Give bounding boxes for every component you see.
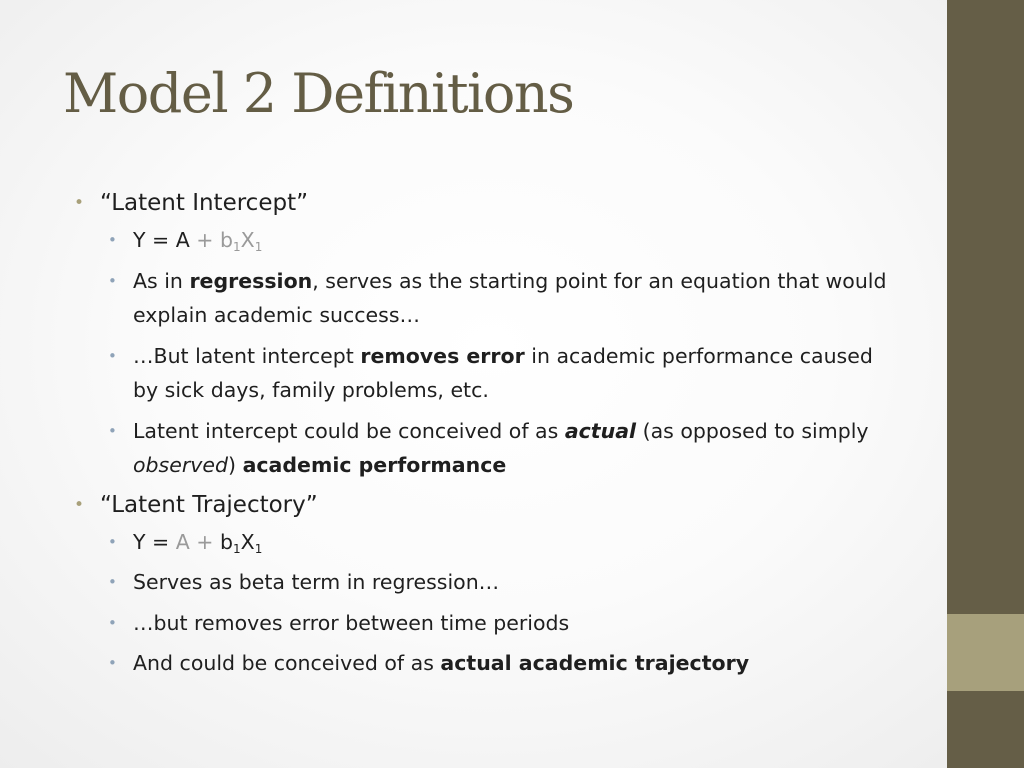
slide-content [74, 187, 904, 687]
equation-b: b [219, 529, 233, 554]
equation-b: b [219, 228, 233, 252]
sub-bullet-actual-performance [108, 414, 904, 483]
bold-text: removes error [360, 343, 525, 368]
equation-a: A [175, 529, 190, 554]
bullet-dot-icon: • [108, 573, 117, 591]
bold-text: academic performance [242, 453, 507, 477]
slide-title: Model 2 Definitions [63, 62, 574, 125]
text: , serves as the starting point for an equation that would explain academic success… [133, 268, 887, 327]
sub-bullet-actual-trajectory [108, 646, 904, 681]
italic-text: observed [133, 453, 229, 477]
sub-bullet-removes-error [108, 339, 904, 408]
side-accent-block [947, 614, 1024, 691]
bold-text: regression [189, 268, 313, 293]
bullet-dot-icon: • [108, 346, 117, 365]
bullet-dot-icon: • [108, 613, 117, 632]
bullet-latent-trajectory [74, 489, 904, 681]
bullet-dot-icon: • [108, 271, 117, 290]
text: …But latent intercept [133, 343, 361, 368]
sub-bullet-regression [108, 264, 904, 333]
bold-italic-text: actual [564, 418, 637, 443]
bullet-dot-icon: • [108, 654, 117, 672]
text: in academic performance caused by sick days, family problems, etc. [133, 343, 873, 402]
equation-x: X [240, 228, 255, 252]
equation-lhs: Y = [133, 529, 176, 554]
sub-bullet-equation [108, 223, 904, 258]
bullet-dot-icon: • [74, 193, 85, 213]
bullet-dot-icon: • [108, 231, 117, 249]
text: And could be conceived of as [133, 651, 441, 675]
equation-b-subscript: 1 [233, 240, 241, 254]
text: Latent intercept could be conceived of as [133, 418, 565, 443]
text: As in [133, 268, 190, 293]
sub-bullet-beta-term [108, 565, 904, 600]
equation-lhs: Y = A [133, 228, 190, 252]
text: Serves as beta term in regression… [133, 570, 500, 594]
heading-latent-trajectory: “Latent Trajectory” [100, 491, 318, 518]
bullet-list [74, 187, 904, 681]
equation-x: X [240, 529, 255, 554]
bullet-dot-icon: • [74, 494, 85, 515]
bullet-latent-intercept [74, 187, 904, 483]
bold-text: actual academic trajectory [440, 651, 750, 675]
equation-plus: + [189, 529, 220, 554]
equation-b-subscript: 1 [233, 541, 241, 556]
sub-bullet-list [108, 525, 904, 681]
sub-bullet-equation [108, 525, 904, 560]
bullet-dot-icon: • [108, 532, 117, 551]
sub-bullet-time-periods [108, 606, 904, 641]
equation-plus: + [189, 228, 220, 252]
text: ) [228, 453, 243, 477]
text: …but removes error between time periods [133, 610, 570, 635]
equation-x-subscript: 1 [254, 541, 263, 556]
equation-x-subscript: 1 [254, 240, 263, 254]
text: (as opposed to simply [636, 418, 869, 443]
sub-bullet-list [108, 223, 904, 483]
bullet-dot-icon: • [108, 421, 117, 440]
heading-latent-intercept: “Latent Intercept” [100, 190, 308, 216]
